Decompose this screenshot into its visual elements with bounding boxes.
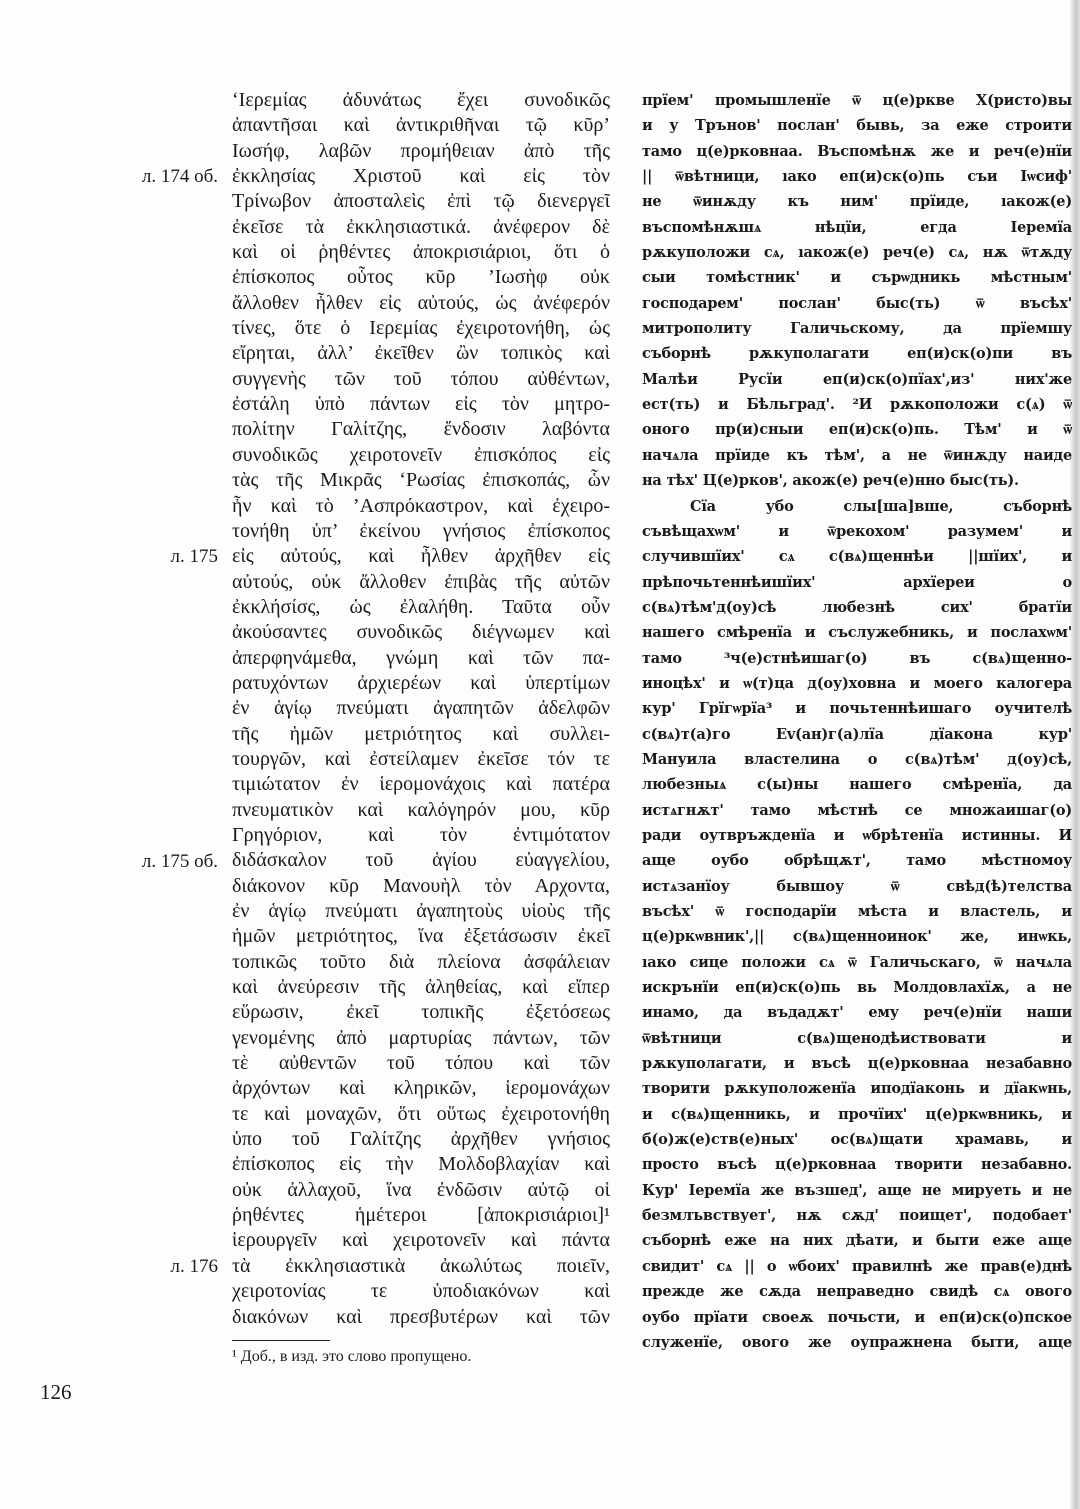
greek-line: ἦν καὶ τὸ ’Ασπρόκαστρον, καὶ ἐχειρο- bbox=[232, 494, 610, 517]
slavonic-line: съборнѣ рѫкуполагати еп(и)ск(о)пи въ bbox=[642, 345, 1072, 363]
folio-margin-note: л. 175 об. bbox=[141, 850, 218, 872]
greek-line: ρατυχόντων ἀρχιερέων καὶ ὑπερτίμων bbox=[232, 671, 610, 694]
slavonic-text-column bbox=[642, 88, 1072, 1355]
slavonic-line: ест(ть) и Бѣльград'. ²И рѫкоположи с(ѧ) ѿ bbox=[642, 396, 1072, 414]
footnote: ¹ Доб., в изд. это слово пропущено. bbox=[232, 1348, 472, 1365]
greek-line: συγγενὴς τῶν τοῦ τόπου αὐθέντων, bbox=[232, 367, 610, 390]
slavonic-line: тамо ц(е)рковнаа. Въспомѣнѫ же и реч(е)нїи bbox=[642, 142, 1072, 160]
slavonic-line: сыи томѣстник' и сърѡдникь мѣстным' bbox=[642, 269, 1072, 287]
slavonic-line: рѫкуположи сѧ, ıакож(е) реч(е) сѧ, нѫ ѿтѫду bbox=[642, 244, 1072, 262]
page-number: 126 bbox=[40, 1380, 72, 1404]
slavonic-line: рѫкуполагати, и въсѣ ц(е)рковнаа незабавно bbox=[642, 1055, 1072, 1073]
slavonic-line: ıако сице положи сѧ ѿ Галичьскаго, ѿ начѧла bbox=[642, 953, 1072, 971]
slavonic-line: аще оубо обрѣщѫт', тамо мѣстномоу bbox=[642, 852, 1072, 870]
greek-line: εἰς αὐτούς, καὶ ἦλθεν ἀρχῆθεν εἰς bbox=[232, 545, 610, 568]
greek-line: τε καὶ μοναχῶν, ὅτι οὕτως ἐχειροτονήθη bbox=[232, 1102, 610, 1125]
greek-text-column bbox=[232, 88, 610, 1330]
greek-line: τιμιώτατον ἐν ἱερομονάχοις καὶ πατέρα bbox=[232, 773, 610, 796]
slavonic-line: прїем' промышленїе ѿ ц(е)ркве Х(ристо)вы bbox=[642, 92, 1072, 109]
greek-line: ἀρχόντων καὶ κληρικῶν, ἱερομονάχων bbox=[232, 1077, 610, 1100]
slavonic-line: начѧла прїиде къ тѣм', а не ѿинѫду наиде bbox=[642, 446, 1072, 464]
slavonic-line: въсѣх' ѿ господарїи мѣста и властель, и bbox=[642, 903, 1072, 920]
slavonic-line: тамо ³ч(е)стнѣишаг(о) въ с(вѧ)щенно- bbox=[642, 649, 1072, 667]
slavonic-line: служенїе, ового же оупражнена быти, аще bbox=[642, 1333, 1072, 1351]
slavonic-line: оубо прїати своеѫ почьсти, и еп(и)ск(о)пское bbox=[642, 1308, 1072, 1326]
slavonic-line: истѧзанїоу бывшоу ѿ свѣд(ѣ)телства bbox=[642, 877, 1072, 895]
greek-line: ἐκκλησίας Χριστοῦ καὶ εἰς τὸν bbox=[232, 165, 610, 188]
slavonic-line: въспомѣнѫшѧ нѣцїи, егда Iеремїа bbox=[642, 218, 1072, 236]
greek-line: ἀκούσαντες συνοδικῶς διέγνωμεν καὶ bbox=[232, 621, 610, 644]
greek-line: αὐτούς, οὐκ ἄλλοθεν ἐπιβὰς τῆς αὐτῶν bbox=[232, 570, 610, 593]
slavonic-line: не ѿинѫду къ ним' прїиде, ıакож(е) bbox=[642, 193, 1072, 211]
greek-line: ὑπο τοῦ Γαλίτζης ἀρχῆθεν γνήσιος bbox=[232, 1128, 610, 1151]
slavonic-line: || ѿвѣтници, ıако еп(и)ск(о)пь съи Iѡсиф' bbox=[642, 168, 1072, 186]
slavonic-line: и у Трънов' послан' бывь, за еже строити bbox=[642, 117, 1072, 135]
slavonic-line: иноцѣх' и ѡ(т)ца д(оу)ховна и моего калогера bbox=[642, 674, 1072, 692]
slavonic-line: ѿвѣтници с(вѧ)щенодѣиствовати и bbox=[642, 1029, 1072, 1047]
greek-line: καὶ ἀνεύρεσιν τῆς ἀληθείας, καὶ εἴπερ bbox=[232, 976, 610, 999]
greek-line: ἀπαντῆσαι καὶ ἀντικριθῆναι τῷ κῦρ’ bbox=[232, 114, 610, 137]
slavonic-line: нашего смѣренїа и съслужебникь, и послахѡм' bbox=[642, 624, 1072, 642]
slavonic-line: безмлъвствует', нѫ сѫд' поищет', подобает' bbox=[642, 1207, 1072, 1225]
greek-line: Γρηγόριον, καὶ τὸν ἐντιμότατον bbox=[232, 823, 610, 846]
slavonic-line: любезныѧ с(ы)ны нашего смѣренїа, да bbox=[642, 776, 1072, 794]
greek-line: τῆς ἡμῶν μετριότητος καὶ συλλει- bbox=[232, 722, 610, 745]
slavonic-line: с(вѧ)тѣм'д(оу)сѣ любезнѣ сих' братїи bbox=[642, 598, 1072, 616]
greek-line: συνοδικῶς χειροτονεῖν ἐπισκόπος εἰς bbox=[232, 443, 610, 466]
slavonic-line: ради оутвръжденїа и ѡбрѣтенїа истинны. И bbox=[642, 826, 1072, 844]
slavonic-line: ц(е)ркѡвник',|| с(вѧ)щенноинок' же, инѡкь, bbox=[642, 928, 1072, 946]
slavonic-line: прѣпочьтеннѣишїих' архїереи о bbox=[642, 573, 1072, 591]
greek-line: τίνες, ὅτε ὁ Ιερεμίας ἐχειροτονήθη, ὡς bbox=[232, 317, 610, 340]
greek-line: ἱερουργεῖν καὶ χειροτονεῖν καὶ πάντα bbox=[232, 1229, 610, 1252]
greek-line: ἐν ἁγίῳ πνεύματι ἀγαπητοὺς υἱοὺς τῆς bbox=[232, 900, 610, 922]
slavonic-line: съборнѣ еже на них дѣати, и быти еже аще bbox=[642, 1232, 1072, 1250]
greek-line: ἐπίσκοπος οὗτος κῦρ ’Ιωσὴφ οὐκ bbox=[232, 266, 610, 289]
slavonic-line: оного пр(и)сныи еп(и)ск(о)пь. Тѣм' и ѿ bbox=[642, 421, 1072, 439]
greek-line: ῥηθέντες ἡμέτεροι [ἀποκρισιάριοι]¹ bbox=[232, 1204, 610, 1227]
greek-line: ἐπίσκοπος εἰς τὴν Μολδοβλαχίαν καὶ bbox=[232, 1153, 610, 1176]
greek-line: τὰς τῆς Μικρᾶς ‘Ρωσίας ἐπισκοπάς, ὧν bbox=[232, 469, 610, 492]
greek-line: πνευματικὸν καὶ καλόγηρόν μου, κῦρ bbox=[232, 798, 610, 821]
greek-line: ‘Ιερεμίας ἀδυνάτως ἔχει συνοδικῶς bbox=[232, 89, 610, 111]
slavonic-line: б(о)ж(е)ств(е)ных' ос(вѧ)щати храмавь, и bbox=[642, 1131, 1072, 1149]
slavonic-line: творити рѫкуположенїа иподїаконь и дїакѡнь, bbox=[642, 1080, 1072, 1098]
greek-line: οὐκ ἀλλαχοῦ, ἵνα ἐνδῶσιν αὐτῷ οἱ bbox=[232, 1178, 610, 1201]
greek-line: διάκονον κῦρ Μανουὴλ τὸν Αρχοντα, bbox=[232, 874, 610, 897]
greek-line: τοπικῶς τοῦτο διὰ πλείονα ἀσφάλειαν bbox=[232, 950, 610, 973]
folio-margin-note: л. 175 bbox=[170, 546, 218, 568]
greek-line: ἀπερφηνάμεθα, γνώμη καὶ τῶν πα- bbox=[232, 646, 610, 669]
greek-line: διακόνων καὶ πρεσβυτέρων καὶ τῶν bbox=[232, 1305, 610, 1328]
slavonic-line: Сїа убо слы[ша]вше, съборнѣ bbox=[690, 497, 1072, 515]
folio-margin-note: л. 174 об. bbox=[141, 166, 218, 188]
slavonic-line: Мануила властелина о с(вѧ)тѣм' д(оу)сѣ, bbox=[642, 750, 1072, 768]
greek-line: ἡμῶν μετριότητος, ἵνα ἐξετάσωσιν ἐκεῖ bbox=[232, 925, 610, 948]
slavonic-line: Малѣи Русїи еп(и)ск(о)пїах',из' них'же bbox=[642, 370, 1072, 388]
greek-line: εἴρηται, ἀλλ’ ἐκεῖθεν ὢν τοπικὸς καὶ bbox=[232, 342, 610, 365]
slavonic-line: прежде же сѫда неправедно свидѣ сѧ ового bbox=[642, 1283, 1072, 1301]
greek-line: τὰ ἐκκλησιαστικὰ ἀκωλύτως ποιεῖν, bbox=[232, 1254, 610, 1277]
greek-line: τονήθη ὑπ’ ἐκείνου γνήσιος ἐπίσκοπος bbox=[232, 519, 610, 542]
slavonic-line: истѧгнѫт' тамо мѣстнѣ се множаишаг(о) bbox=[642, 801, 1072, 819]
slavonic-line: кур' Грїгѡрїа³ и почьтеннѣишаго оучителѣ bbox=[642, 700, 1072, 718]
greek-line: χειροτονίας τε ὑποδιακόνων καὶ bbox=[232, 1280, 610, 1303]
slavonic-line: с(вѧ)т(а)го Еv(ан)г(а)лїа дїакона кур' bbox=[642, 725, 1072, 743]
greek-line: διδάσκαλον τοῦ ἁγίου εὐαγγελίου, bbox=[232, 849, 610, 872]
greek-line: τουργῶν, καὶ ἐστείλαμεν ἐκεῖσε τόν τε bbox=[232, 747, 610, 770]
greek-line: ἐν ἁγίῳ πνεύματι ἀγαπητῶν ἀδελφῶν bbox=[232, 697, 610, 720]
greek-line: ἐστάλη ὑπὸ πάντων εἰς τὸν μητρο- bbox=[232, 393, 610, 416]
greek-line: Ιωσήφ, λαβῶν προμήθειαν ἀπὸ τῆς bbox=[232, 139, 610, 162]
slavonic-line: случившїих' сѧ с(вѧ)щеннѣи ||шїих', и bbox=[642, 548, 1072, 566]
greek-line: γενομένης ἀπὸ μαρτυρίας πάντων, τῶν bbox=[232, 1026, 610, 1049]
greek-line: εὕρωσιν, ἐκεῖ τοπικῆς ἐξετόσεως bbox=[232, 1001, 610, 1024]
greek-line: ἄλλοθεν ἦλθεν εἰς αὐτούς, ὡς ἀνέφερόν bbox=[232, 291, 610, 314]
greek-line: Τρίνωβον ἀποσταλεὶς ἐπὶ τῷ διενεργεῖ bbox=[232, 190, 610, 213]
slavonic-line: съвѣщахѡм' и ѿрекохом' разумем' и bbox=[642, 522, 1072, 540]
slavonic-line: просто въсѣ ц(е)рковнаа творити незабавно. bbox=[642, 1156, 1072, 1174]
greek-line: ἐκεῖσε τὰ ἐκκλησιαστικά. ἀνέφερον δὲ bbox=[232, 215, 610, 238]
footnote-rule bbox=[232, 1340, 330, 1341]
slavonic-line: господарем' послан' быс(ть) ѿ въсѣх' bbox=[642, 294, 1072, 312]
slavonic-line: инамо, да въдадѫт' ему реч(е)нїи наши bbox=[642, 1004, 1072, 1022]
slavonic-line: Кур' Iеремїа же възшед', аще не мируеть и не bbox=[642, 1181, 1072, 1199]
greek-line: τὲ αὐθεντῶν τοῦ τόπου καὶ τῶν bbox=[232, 1052, 610, 1075]
folio-margin-note: л. 176 bbox=[170, 1256, 218, 1278]
slavonic-line: искрънїи еп(и)ск(о)пь вь Молдовлахїѫ, а не bbox=[642, 979, 1072, 997]
slavonic-line: свидит' сѧ || о ѡбоих' правилнѣ же прав(е)днѣ bbox=[642, 1257, 1072, 1275]
greek-line: καὶ οἱ ῥηθέντες ἀποκρισιάριοι, ὅτι ὁ bbox=[232, 241, 610, 264]
slavonic-line: митрополиту Галичьскому, да прїемшу bbox=[642, 320, 1072, 338]
greek-line: πολίτην Γαλίτζης, ἔνδοσιν λαβόντα bbox=[232, 418, 610, 441]
greek-line: ἐκκλήσίσς, ὡς ἐλαλήθη. Ταῦτα οὖν bbox=[232, 595, 610, 618]
slavonic-line: и с(вѧ)щенникь, и прочїих' ц(е)ркѡвникь, и bbox=[642, 1105, 1072, 1123]
slavonic-line: на тѣх' Ц(е)рков', акож(е) реч(е)нно быс(ть). bbox=[642, 472, 1019, 490]
